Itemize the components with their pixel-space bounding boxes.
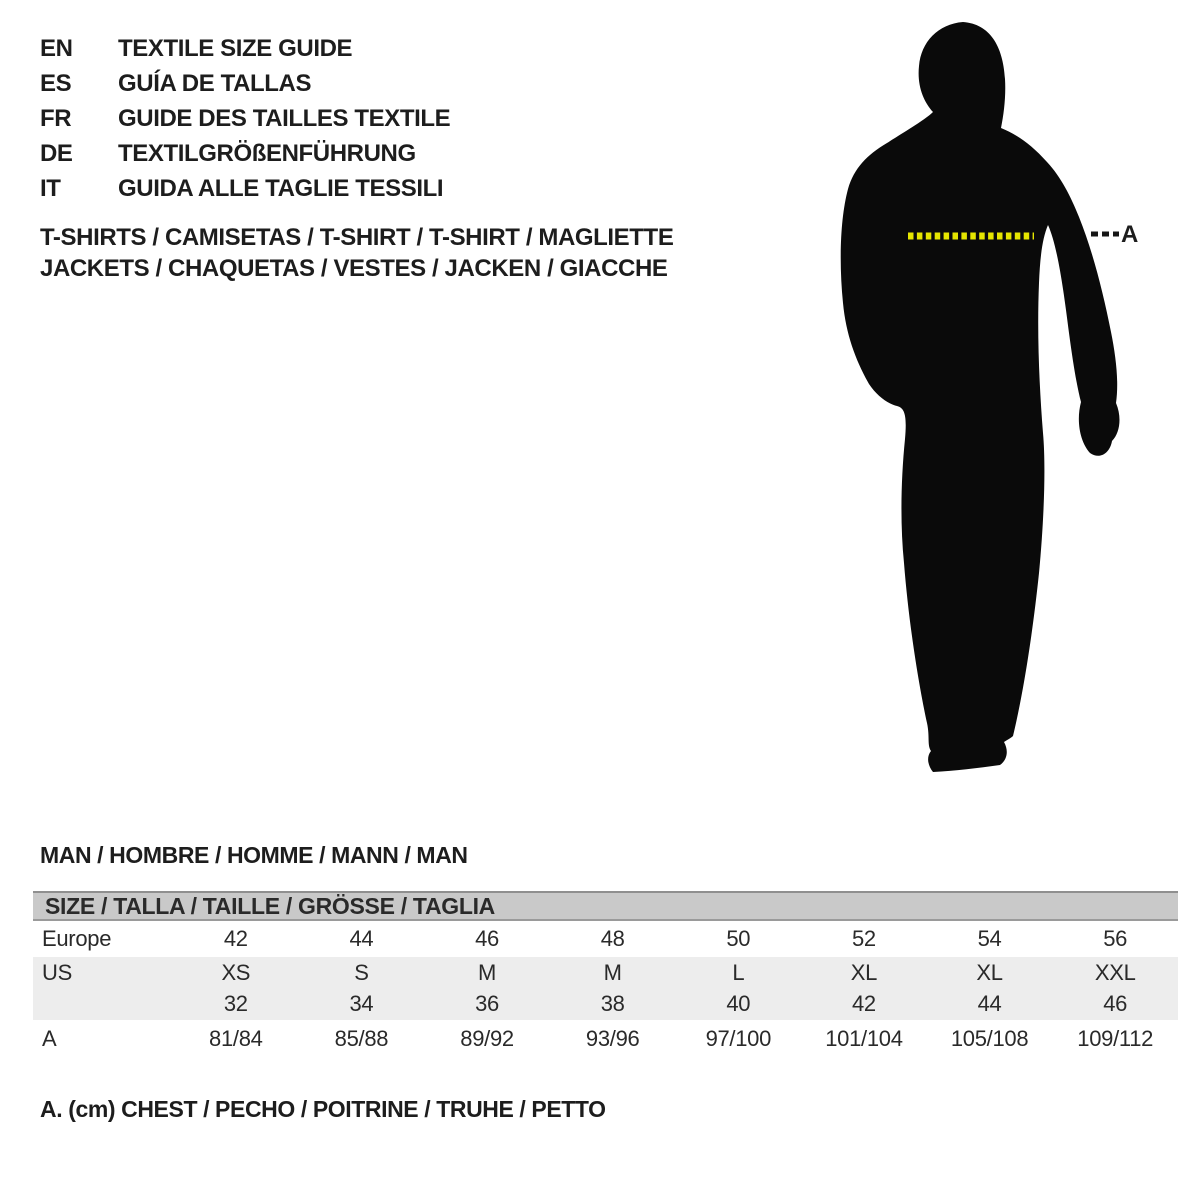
category-line-jackets: JACKETS / CHAQUETAS / VESTES / JACKEN / GIACCHE xyxy=(40,255,668,282)
table-cell: 56 xyxy=(1103,926,1128,951)
table-cell: 52 xyxy=(852,926,876,951)
measure-label-a: A xyxy=(1121,221,1139,248)
measurement-footnote: A. (cm) CHEST / PECHO / POITRINE / TRUHE / PETTO xyxy=(40,1096,606,1122)
table-cell: 44 xyxy=(977,991,1002,1016)
language-code: ES xyxy=(40,69,72,97)
language-row-it xyxy=(40,171,450,206)
table-cell: XL xyxy=(976,959,1003,985)
table-cell: 89/92 xyxy=(460,1026,514,1051)
table-cell: 42 xyxy=(852,991,876,1016)
table-cell: S xyxy=(354,959,369,985)
table-cell: 109/112 xyxy=(1077,1026,1154,1051)
table-cell: 42 xyxy=(223,926,248,951)
language-title: GUIDE DES TAILLES TEXTILE xyxy=(118,104,451,132)
language-title: GUÍA DE TALLAS xyxy=(118,69,312,97)
table-row-us xyxy=(33,957,1178,988)
language-title: TEXTILE SIZE GUIDE xyxy=(118,34,353,62)
table-cell: 44 xyxy=(349,926,374,951)
language-row-fr xyxy=(40,101,450,136)
table-cell: 93/96 xyxy=(585,1026,640,1051)
language-title: GUIDA ALLE TAGLIE TESSILI xyxy=(118,174,444,202)
language-row-es xyxy=(40,66,450,101)
table-cell: XXL xyxy=(1094,959,1136,985)
table-cell: 54 xyxy=(977,926,1002,951)
table-cell: 46 xyxy=(475,926,499,951)
man-silhouette-shape xyxy=(841,22,1120,772)
table-cell: 48 xyxy=(600,926,625,951)
language-list xyxy=(40,31,450,206)
category-titles xyxy=(40,222,673,284)
language-code: IT xyxy=(40,174,61,202)
row-label: A xyxy=(42,1026,57,1051)
table-row-chest xyxy=(33,1020,1178,1058)
language-code: FR xyxy=(40,104,72,132)
category-line-tshirts: T-SHIRTS / CAMISETAS / T-SHIRT / T-SHIRT / MAGLIETTE xyxy=(40,224,674,251)
table-cell: L xyxy=(732,959,745,985)
table-cell: 38 xyxy=(600,991,625,1016)
man-silhouette xyxy=(835,10,1155,800)
size-table xyxy=(33,891,1178,1058)
language-title: TEXTILGRÖßENFÜHRUNG xyxy=(118,139,416,167)
table-cell: 105/108 xyxy=(950,1026,1029,1051)
language-code: DE xyxy=(40,139,73,167)
language-row-en xyxy=(40,31,450,66)
row-label: US xyxy=(42,959,72,985)
size-table-header: SIZE / TALLA / TAILLE / GRÖSSE / TAGLIA xyxy=(33,891,1178,921)
table-cell: 50 xyxy=(726,926,751,951)
table-cell: M xyxy=(478,959,497,985)
table-row-europe xyxy=(33,921,1178,957)
table-cell: 97/100 xyxy=(705,1026,772,1051)
table-cell: M xyxy=(603,959,622,985)
table-cell: 81/84 xyxy=(209,1026,263,1051)
table-cell: 101/104 xyxy=(825,1026,903,1051)
row-label: Europe xyxy=(42,926,112,951)
table-cell: 32 xyxy=(223,991,248,1016)
table-row-numeric xyxy=(33,988,1178,1020)
table-cell: 34 xyxy=(349,991,374,1016)
language-code: EN xyxy=(40,34,73,62)
table-cell: 36 xyxy=(475,991,499,1016)
section-title: MAN / HOMBRE / HOMME / MANN / MAN xyxy=(40,842,468,868)
table-cell: 40 xyxy=(726,991,751,1016)
table-cell: XS xyxy=(221,959,251,985)
table-cell: 85/88 xyxy=(334,1026,389,1051)
table-cell: XL xyxy=(850,959,878,985)
table-cell: 46 xyxy=(1103,991,1128,1016)
language-row-de xyxy=(40,136,450,171)
